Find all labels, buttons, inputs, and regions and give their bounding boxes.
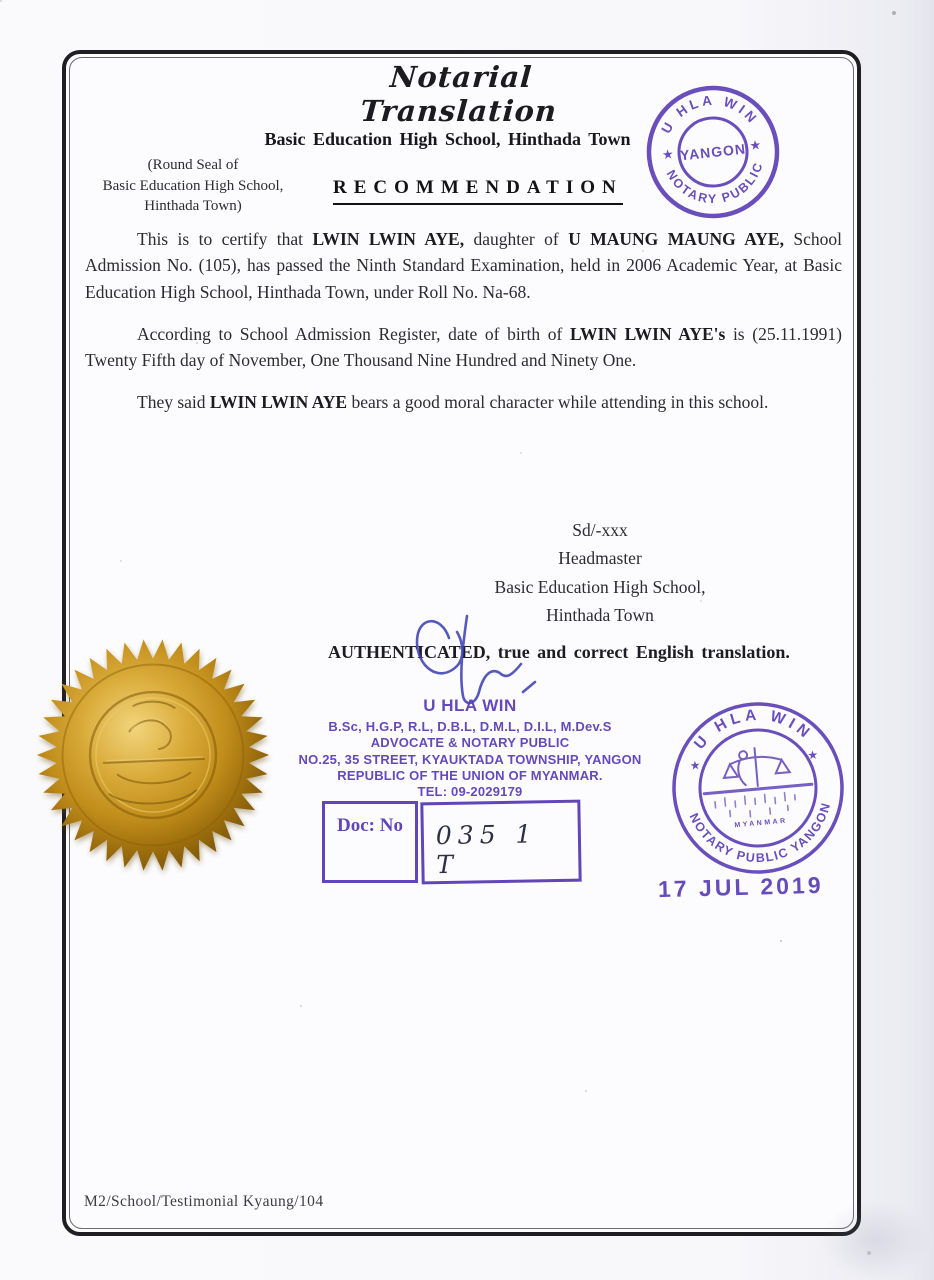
paragraph-2: According to School Admission Register, date of birth of LWIN LWIN AYE's is (25.11.1991) Twenty Fifth day of November, One Thousand Nine Hundred and Ninety One. [85, 323, 842, 370]
signed-placeholder: Sd/-xxx [572, 520, 628, 540]
body-text [85, 226, 842, 432]
doc-number-box [322, 801, 581, 883]
date-stamp: 17 JUL 2019 [657, 871, 824, 903]
stamp-top-arc-text: U HLA WIN [658, 92, 762, 137]
student-name: LWIN LWIN AYE's [569, 323, 726, 344]
doc-number-label: Doc: No [322, 801, 418, 883]
notary-address-line2: REPUBLIC OF THE UNION OF MYANMAR. [337, 767, 603, 783]
stamp-star-right-icon: ★ [806, 747, 819, 763]
student-name: LWIN LWIN AYE, [312, 229, 465, 249]
authenticated-statement: AUTHENTICATED, true and correct English translation. [328, 642, 790, 662]
stamp-scales-emblem-icon [701, 743, 815, 820]
notary-round-stamp-top [643, 82, 783, 222]
svg-text:NOTARY PUBLIC YANGON [686, 799, 838, 871]
notary-telephone: TEL: 09-2029179 [417, 784, 523, 799]
paragraph-1: This is to certify that LWIN LWIN AYE, daughter of U MAUNG MAUNG AYE, School Admission No. (105), has passed the Ninth Standard Examination, held in 2006 Academic Year, at Basic Education High School, Hinthada Town, under Roll No. Na-68. [85, 229, 842, 302]
round-seal-caption-line2: Basic Education High School, [102, 177, 284, 194]
seal-starburst [37, 639, 269, 870]
doc-number-value-handwritten: 035 1 T [420, 800, 581, 885]
notary-name: U HLA WIN [423, 696, 517, 715]
notarial-translation-title: Notarial Translation [359, 60, 559, 128]
scan-smudge [820, 1200, 930, 1280]
stamp-star-right-icon: ★ [748, 136, 762, 154]
round-seal-caption-line3: Hinthada Town) [144, 198, 242, 215]
stamp-country-text: MYANMAR [734, 817, 789, 830]
stamp-star-left-icon: ★ [661, 146, 675, 163]
father-name: U MAUNG MAUNG AYE, [568, 229, 784, 249]
notary-degrees: B.Sc, H.G.P, R.L, D.B.L, D.M.L, D.I.L, M.Dev.S [328, 719, 612, 734]
round-seal-caption [78, 155, 308, 217]
signatory-role: Headmaster [558, 548, 642, 569]
notary-round-stamp-bottom [668, 698, 848, 878]
school-heading: Basic Education High School, Hinthada Town [264, 129, 631, 149]
stamp-top-arc-text: U HLA WIN [691, 706, 816, 753]
stamp-star-left-icon: ★ [689, 757, 702, 773]
footer-reference: M2/School/Testimonial Kyaung/104 [84, 1193, 324, 1210]
scan-speckles [0, 0, 2, 2]
recommendation-heading: RECOMMENDATION [333, 177, 623, 205]
stamp-bottom-arc-text: NOTARY PUBLIC [663, 159, 766, 207]
round-seal-caption-line1: (Round Seal of [147, 157, 239, 173]
stamp-center-text: YANGON [679, 140, 747, 164]
gold-embossed-seal [35, 637, 271, 873]
paragraph-3: They said LWIN LWIN AYE bears a good moral character while attending in this school. [137, 392, 769, 413]
stamp-bottom-arc-text: NOTARY PUBLIC YANGON [686, 800, 834, 866]
notary-address-line1: NO.25, 35 STREET, KYAUKTADA TOWNSHIP, YANGON [298, 751, 642, 767]
student-name: LWIN LWIN AYE [209, 392, 348, 413]
signatory-place: Hinthada Town [546, 605, 654, 626]
notary-title: ADVOCATE & NOTARY PUBLIC [370, 735, 570, 751]
notary-details-block [250, 696, 690, 800]
signatory-org: Basic Education High School, [494, 576, 706, 597]
